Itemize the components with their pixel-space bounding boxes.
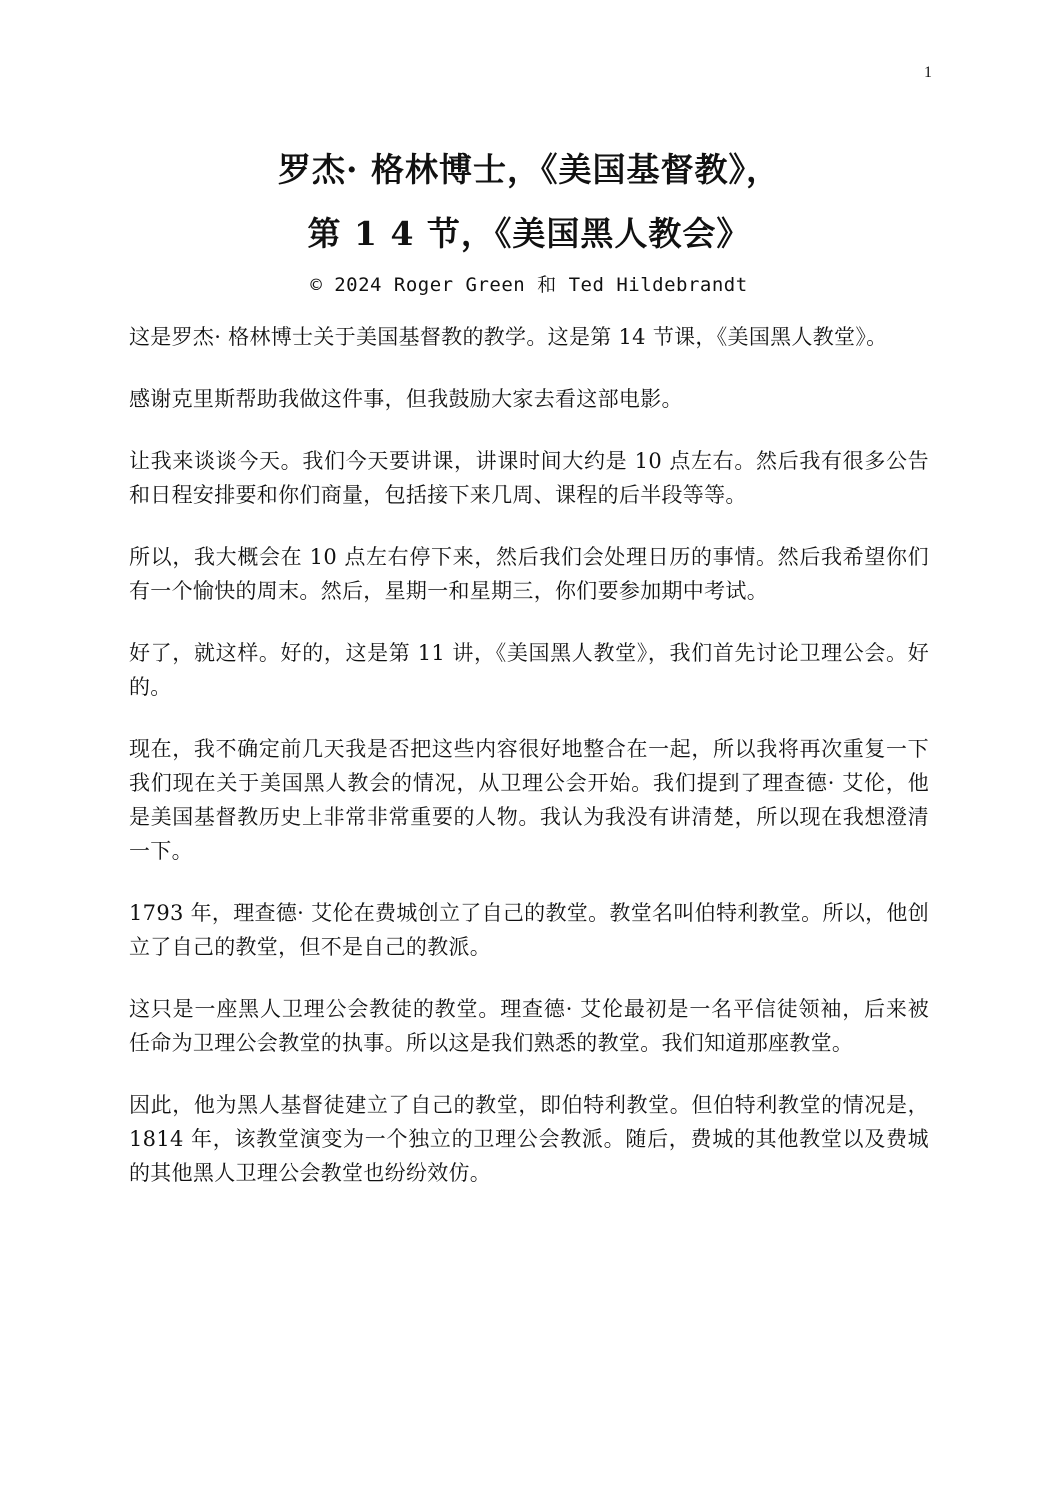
paragraph-1: 这是罗杰· 格林博士关于美国基督教的教学。这是第 14 节课，《美国黑人教堂》。	[129, 325, 888, 349]
paragraph-5: 好了，就这样。好的，这是第 11 讲，《美国黑人教堂》，我们首先讨论卫理公会。好的。	[129, 641, 929, 699]
title-line-2: 第 1 4 节，《美国黑人教会》	[307, 214, 751, 253]
body-text	[129, 320, 929, 1218]
paragraph-4: 所以，我大概会在 10 点左右停下来，然后我们会处理日历的事情。然后我希望你们有一个愉快的周末。然后，星期一和星期三，你们要参加期中考试。	[129, 545, 929, 603]
page-number: 1	[924, 64, 932, 81]
paragraph-6: 现在，我不确定前几天我是否把这些内容很好地整合在一起，所以我将再次重复一下我们现在关于美国黑人教会的情况，从卫理公会开始。我们提到了理查德· 艾伦，他是美国基督教历史上非常非常重要的人物。我认为我没有讲清楚，所以现在我想澄清一下。	[129, 737, 929, 863]
title-line-1: 罗杰· 格林博士，《美国基督教》，	[278, 150, 780, 189]
paragraph-9: 因此，他为黑人基督徒建立了自己的教堂，即伯特利教堂。但伯特利教堂的情况是，1814 年，该教堂演变为一个独立的卫理公会教派。随后，费城的其他教堂以及费城的其他黑人卫理公会教堂也纷纷效仿。	[129, 1093, 929, 1185]
paragraph-3: 让我来谈谈今天。我们今天要讲课，讲课时间大约是 10 点左右。然后我有很多公告和日程安排要和你们商量，包括接下来几周、课程的后半段等等。	[129, 449, 929, 507]
copyright-notice: © 2024 Roger Green 和 Ted Hildebrandt	[310, 274, 748, 296]
title-block	[0, 138, 1058, 300]
paragraph-2: 感谢克里斯帮助我做这件事，但我鼓励大家去看这部电影。	[129, 387, 683, 411]
paragraph-8: 这只是一座黑人卫理公会教徒的教堂。理查德· 艾伦最初是一名平信徒领袖，后来被任命为卫理公会教堂的执事。所以这是我们熟悉的教堂。我们知道那座教堂。	[129, 997, 929, 1055]
paragraph-7: 1793 年，理查德· 艾伦在费城创立了自己的教堂。教堂名叫伯特利教堂。所以，他创立了自己的教堂，但不是自己的教派。	[129, 901, 929, 959]
